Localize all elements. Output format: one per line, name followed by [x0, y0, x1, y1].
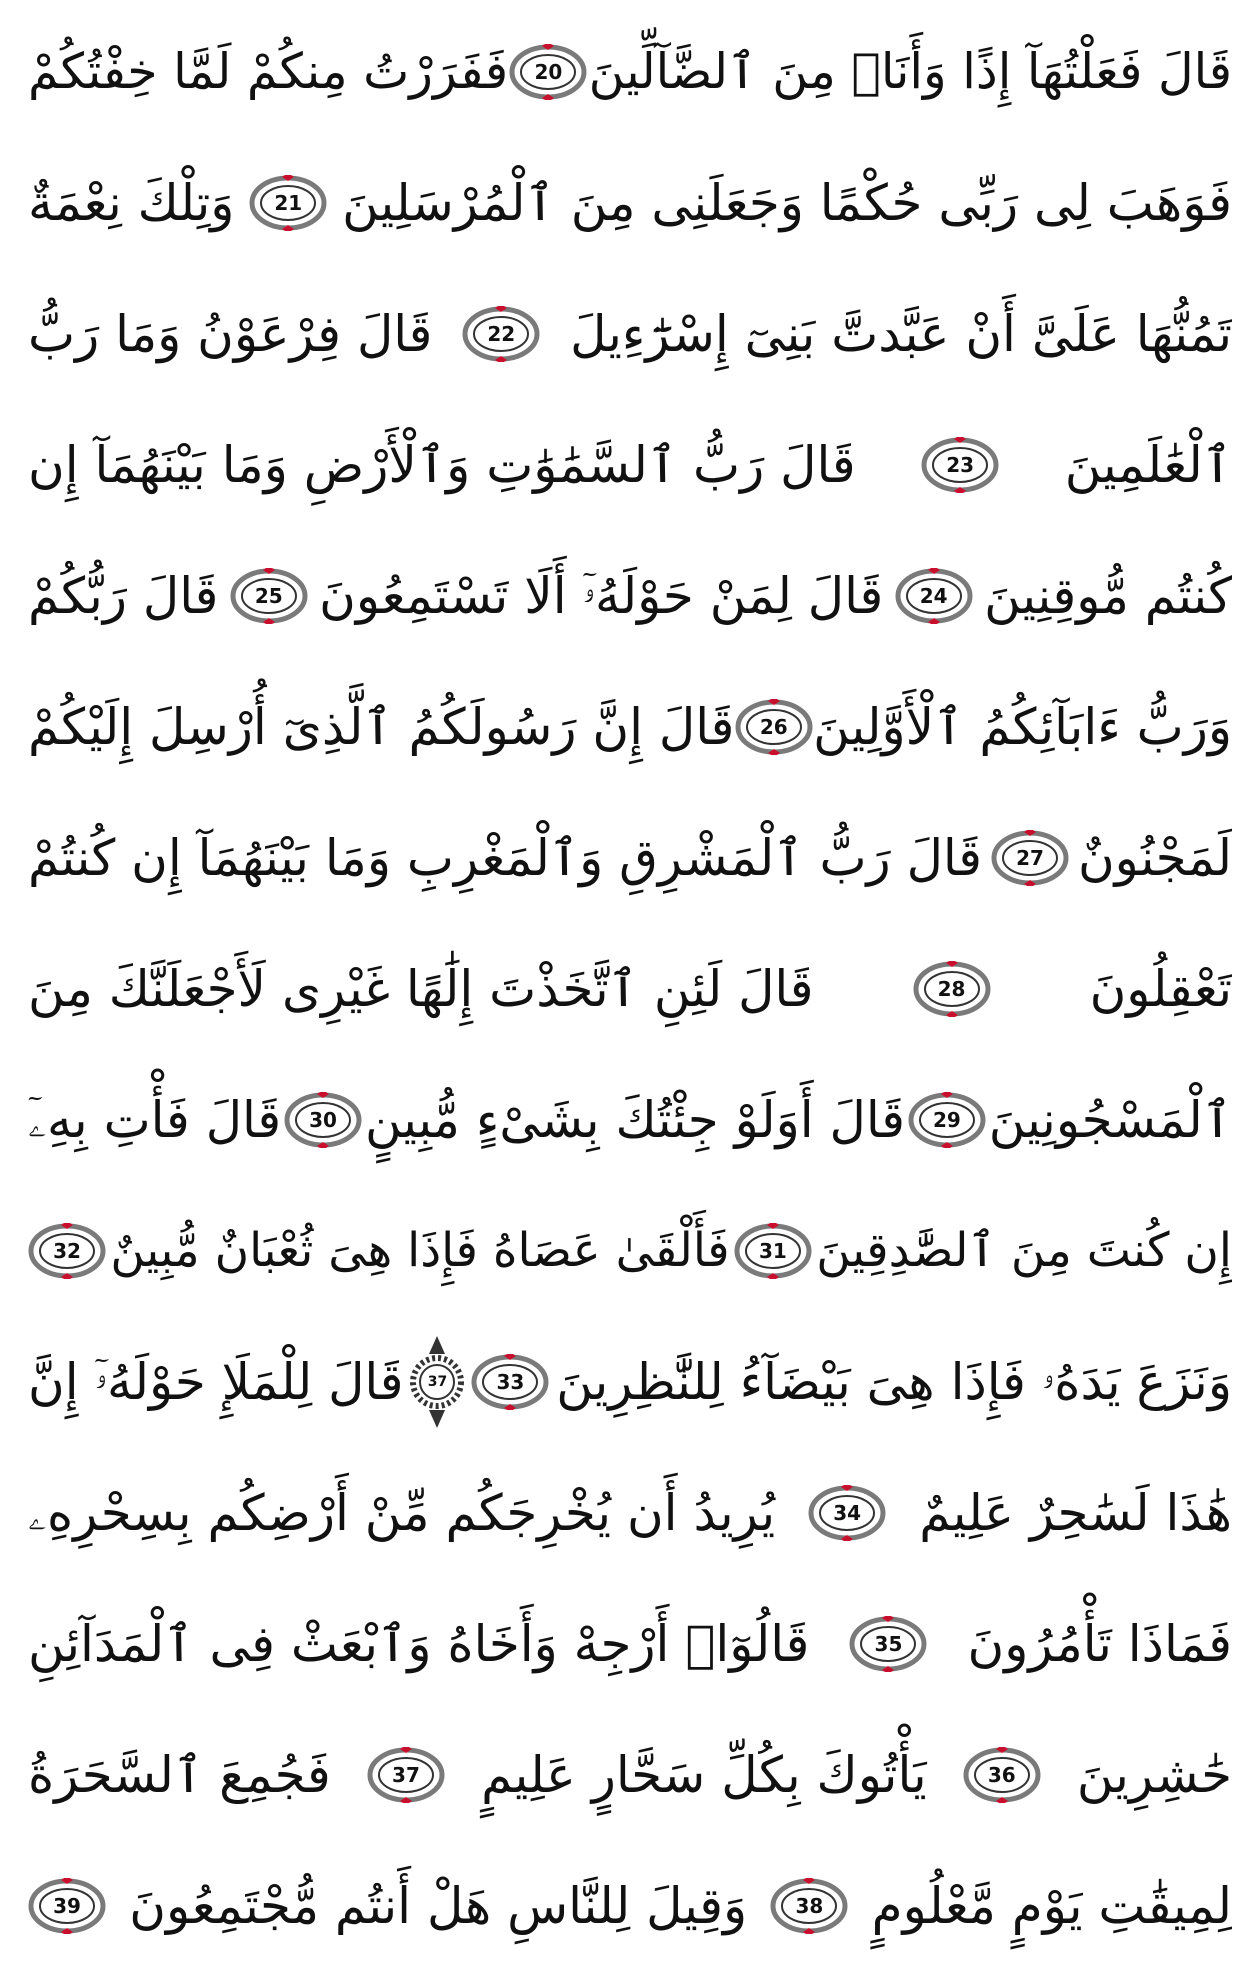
verse-text: وَنَزَعَ يَدَهُۥ فَإِذَا هِىَ بَيْضَآءُ لِلنَّٰظِرِينَ: [556, 1352, 1232, 1411]
verse-number: 28: [937, 976, 966, 1001]
verse-text: وَرَبُّ ءَابَآئِكُمُ ٱلْأَوَّلِينَ: [813, 697, 1232, 756]
text-line: [28, 1185, 1232, 1316]
verse-number: 33: [496, 1369, 525, 1394]
verse-text: هَٰذَا لَسَٰحِرٌ عَلِيمٌ: [919, 1483, 1232, 1542]
verse-text: قَالَ فَأْتِ بِهِۦٓ: [28, 1090, 282, 1149]
verse-number-marker: [991, 830, 1069, 886]
verse-number-marker: [921, 437, 999, 493]
verse-text: قَالَ إِنَّ رَسُولَكُمُ ٱلَّذِىٓ أُرْسِلَ إِلَيْكُمْ: [28, 697, 735, 756]
verse-text: قَالَ فَعَلْتُهَآ إِذًا وَأَنَا۠ مِنَ ٱلضَّآلِّينَ: [588, 43, 1232, 100]
verse-number-marker: [849, 1616, 927, 1672]
verse-number-marker: [284, 1092, 362, 1148]
text-line: [28, 268, 1232, 399]
verse-text: قَالَ لَئِنِ ٱتَّخَذْتَ إِلَٰهًا غَيْرِى لَأَجْعَلَنَّكَ مِنَ: [28, 959, 814, 1018]
verse-text: ٱلْمَسْجُونِينَ: [988, 1090, 1232, 1149]
verse-number: 31: [759, 1238, 787, 1263]
verse-number: 32: [53, 1238, 81, 1263]
verse-number-marker: [734, 1223, 812, 1279]
verse-text: قَالَ رَبُّ ٱلسَّمَٰوَٰتِ وَٱلْأَرْضِ وَمَا بَيْنَهُمَآ إِن: [28, 435, 856, 494]
verse-number: 29: [932, 1107, 961, 1132]
verse-text: قَالَ لِمَنْ حَوْلَهُۥٓ أَلَا تَسْتَمِعُونَ: [319, 566, 884, 625]
verse-number: 26: [759, 714, 788, 739]
verse-text: يُرِيدُ أَن يُخْرِجَكُم مِّنْ أَرْضِكُم بِسِحْرِهِۦ: [28, 1483, 776, 1542]
verse-text: قَالَ رَبُّ ٱلْمَشْرِقِ وَٱلْمَغْرِبِ وَمَا بَيْنَهُمَآ إِن كُنتُمْ: [28, 828, 983, 887]
text-line: [28, 6, 1232, 137]
verse-text: حَٰشِرِينَ: [1076, 1745, 1232, 1804]
verse-text: فَوَهَبَ لِى رَبِّى حُكْمًا وَجَعَلَنِى مِنَ ٱلْمُرْسَلِينَ: [342, 173, 1232, 232]
sajda-number: 37: [427, 1373, 448, 1390]
verse-number: 35: [874, 1631, 903, 1656]
verse-text: قَالَ فِرْعَوْنُ وَمَا رَبُّ: [28, 304, 433, 363]
verse-text: فَأَلْقَىٰ عَصَاهُ فَإِذَا هِىَ ثُعْبَانٌ مُّبِينٌ: [110, 1223, 730, 1278]
verse-number-marker: [735, 699, 813, 755]
text-line: [28, 137, 1232, 268]
text-line: [28, 1054, 1232, 1185]
text-line: [28, 1578, 1232, 1709]
verse-number-marker: [367, 1747, 445, 1803]
verse-number-marker: [770, 1878, 848, 1934]
verse-number: 27: [1016, 845, 1044, 870]
verse-number: 21: [274, 190, 303, 215]
verse-number: 24: [919, 583, 948, 608]
verse-text: ٱلْعَٰلَمِينَ: [1064, 435, 1232, 494]
verse-number-marker: [249, 175, 327, 231]
verse-number: 22: [487, 321, 516, 346]
verse-number: 25: [254, 583, 283, 608]
verse-text: تَمُنُّهَا عَلَىَّ أَنْ عَبَّدتَّ بَنِىٓ إِسْرَٰٓءِيلَ: [570, 304, 1232, 363]
sajda-marker: [410, 1334, 464, 1430]
text-line: [28, 399, 1232, 530]
verse-number: 38: [795, 1893, 824, 1918]
text-line: [28, 530, 1232, 661]
verse-text: تَعْقِلُونَ: [1089, 959, 1232, 1018]
verse-number: 39: [53, 1893, 81, 1918]
text-line: [28, 1709, 1232, 1840]
verse-number-marker: [28, 1878, 106, 1934]
verse-number-marker: [28, 1223, 106, 1279]
verse-text: فَمَاذَا تَأْمُرُونَ: [967, 1614, 1232, 1673]
verse-text: قَالَ أَوَلَوْ جِئْتُكَ بِشَىْءٍ مُّبِينٍ: [364, 1090, 906, 1149]
verse-number-marker: [963, 1747, 1041, 1803]
verse-text: فَجُمِعَ ٱلسَّحَرَةُ: [28, 1745, 331, 1804]
verse-number-marker: [913, 961, 991, 1017]
verse-number: 37: [392, 1762, 420, 1787]
verse-text: كُنتُم مُّوقِنِينَ: [984, 566, 1232, 625]
verse-text: لَمَجْنُونٌ: [1077, 828, 1232, 887]
text-line: [28, 661, 1232, 792]
text-line: [28, 792, 1232, 923]
verse-number-marker: [462, 306, 540, 362]
verse-number: 30: [309, 1107, 337, 1132]
verse-text: إِن كُنتَ مِنَ ٱلصَّٰدِقِينَ: [816, 1223, 1232, 1278]
verse-number-marker: [908, 1092, 986, 1148]
text-line: [28, 923, 1232, 1054]
verse-number: 36: [987, 1762, 1016, 1787]
verse-number-marker: [471, 1354, 549, 1410]
verse-number-marker: [230, 568, 308, 624]
text-line: [28, 1316, 1232, 1447]
verse-number-marker: [895, 568, 973, 624]
verse-text: قَالَ رَبُّكُمْ: [28, 566, 219, 625]
verse-text: وَقِيلَ لِلنَّاسِ هَلْ أَنتُم مُّجْتَمِعُونَ: [129, 1876, 748, 1935]
verse-number: 23: [946, 452, 975, 477]
verse-number: 34: [833, 1500, 862, 1525]
verse-text: قَالَ لِلْمَلَإِ حَوْلَهُۥٓ إِنَّ: [28, 1352, 404, 1411]
verse-number-marker: [808, 1485, 886, 1541]
text-line: [28, 1447, 1232, 1578]
verse-number: 20: [534, 59, 563, 84]
verse-text: قَالُوٓا۟ أَرْجِهْ وَأَخَاهُ وَٱبْعَثْ فِى ٱلْمَدَآئِنِ: [28, 1614, 810, 1673]
verse-text: وَتِلْكَ نِعْمَةٌ: [28, 173, 235, 232]
verse-text: يَأْتُوكَ بِكُلِّ سَحَّارٍ عَلِيمٍ: [481, 1745, 927, 1804]
verse-number-marker: [509, 44, 587, 100]
verse-text: لِمِيقَٰتِ يَوْمٍ مَّعْلُومٍ: [871, 1876, 1232, 1935]
verse-text: فَفَرَرْتُ مِنكُمْ لَمَّا خِفْتُكُمْ: [28, 43, 509, 100]
text-line: [28, 1840, 1232, 1971]
